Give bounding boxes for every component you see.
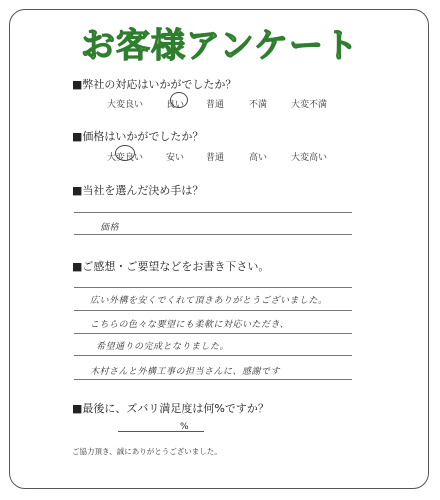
q1-option-very-dissatisfied: 大変不満 [291,100,328,110]
q1-option-dissatisfied: 不満 [249,100,268,110]
deciding-factor-answer: 価格 [100,223,120,233]
q2-option-expensive: 高い [249,153,268,163]
q2-option-average: 普通 [206,153,225,163]
comment-line-2: こちらの色々な要望にも柔軟に対応いただき、 [90,320,290,330]
q1-option-very-good: 大変良い [107,100,144,110]
answer-line [74,234,352,235]
answer-line [74,355,352,356]
comment-line-1: 広い外構を安くでくれて頂きありがとうございました。 [90,296,328,306]
q1-option-good: 良い [166,100,185,110]
answer-line [74,379,352,380]
satisfaction-answer-line [118,431,204,432]
thank-you-note: ご協力頂き、誠にありがとうございました。 [72,447,222,456]
q2-selected-circle [115,145,135,161]
comment-line-4: 木村さんと外構工事の担当さんに、感謝です [90,367,281,377]
q2-option-cheap: 安い [166,153,185,163]
question-service: ■弊社の対応はいかがでしたか？ [72,78,237,91]
comment-line-3: 希望通りの完成となりました。 [96,342,230,352]
question-comments: ■ご感想・ご要望などをお書き下さい。 [72,260,270,273]
q1-selected-circle [170,92,188,108]
answer-line [74,287,352,288]
survey-title: お客様アンケート [81,26,359,66]
question-satisfaction: ■最後に、ズバリ満足度は何%ですか？ [72,402,269,415]
q2-option-very-good: 大変良い [107,153,144,163]
percent-unit: % [180,422,189,432]
answer-line [74,333,352,334]
q1-option-average: 普通 [206,100,225,110]
question-price: ■価格はいかがでしたか？ [72,130,204,143]
answer-line [74,212,352,213]
question-deciding-factor: ■当社を選んだ決め手は？ [72,184,204,197]
answer-line [74,310,352,311]
q2-option-very-expensive: 大変高い [291,153,328,163]
